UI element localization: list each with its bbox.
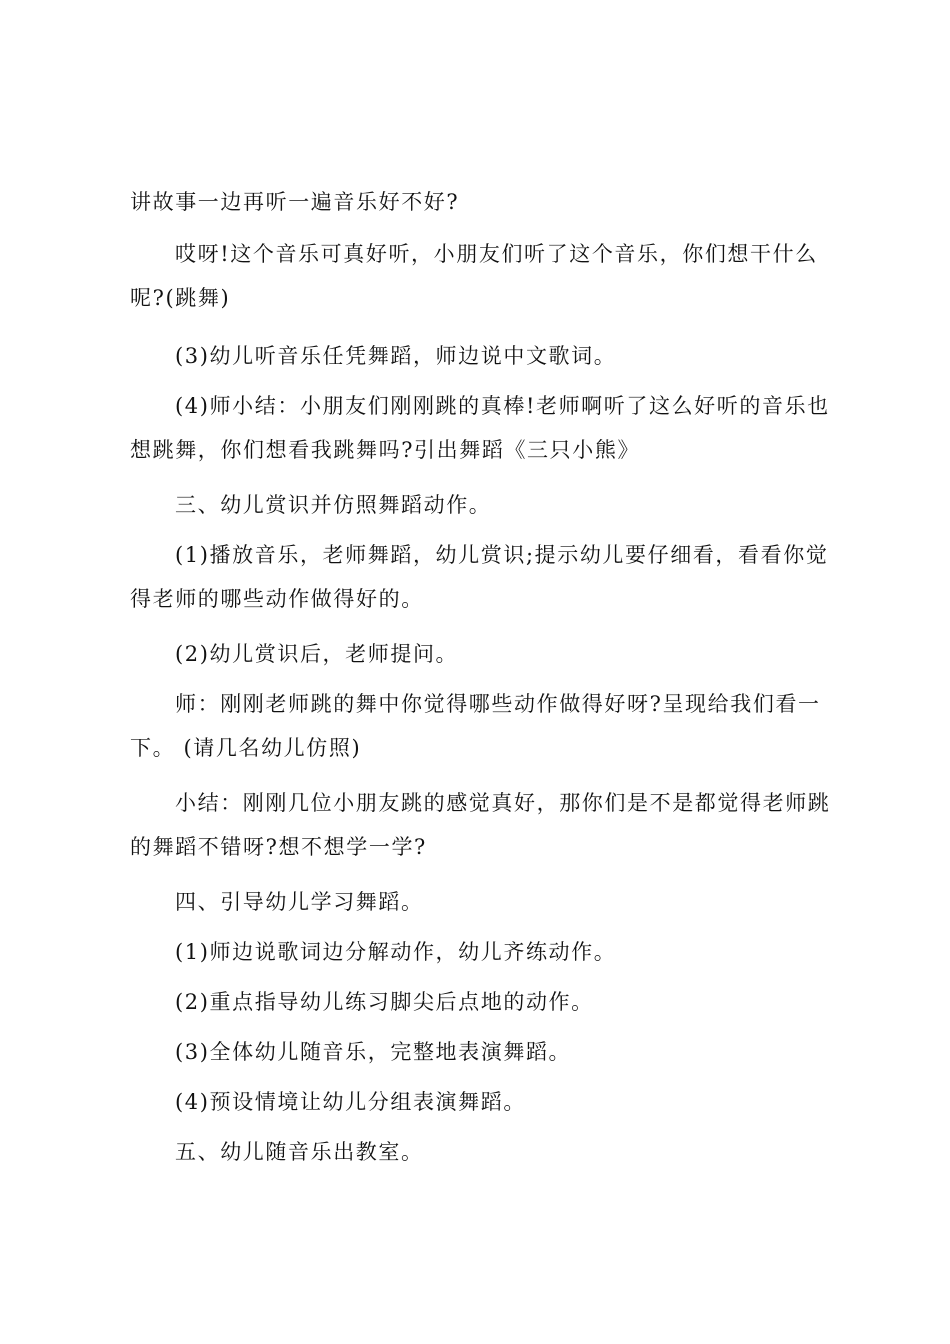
section-5-heading: 五、幼儿随音乐出教室。	[175, 1140, 424, 1164]
paragraph-section-4-step-4: (4)预设情境让幼儿分组表演舞蹈。	[175, 1090, 526, 1114]
paragraph-continuation: 讲故事一边再听一遍音乐好不好?	[130, 190, 460, 214]
paragraph-section-3-step-2: (2)幼儿赏识后，老师提问。	[175, 642, 459, 666]
section-4-heading: 四、引导幼儿学习舞蹈。	[175, 890, 424, 914]
paragraph-section-4-step-2: (2)重点指导幼儿练习脚尖后点地的动作。	[175, 990, 594, 1014]
paragraph-step-4-summary: (4)师小结：小朋友们刚刚跳的真棒!老师啊听了这么好听的音乐也想跳舞，你们想看我跳舞吗?引出舞蹈《三只小熊》	[130, 394, 830, 462]
paragraph-section-4-step-3: (3)全体幼儿随音乐，完整地表演舞蹈。	[175, 1040, 572, 1064]
paragraph-step-3-listen: (3)幼儿听音乐任凭舞蹈，师边说中文歌词。	[175, 344, 617, 368]
paragraph-section-4-step-1: (1)师边说歌词边分解动作，幼儿齐练动作。	[175, 940, 617, 964]
paragraph-music-question: 哎呀!这个音乐可真好听，小朋友们听了这个音乐，你们想干什么呢?(跳舞)	[130, 242, 818, 310]
paragraph-section-3-step-1: (1)播放音乐，老师舞蹈，幼儿赏识;提示幼儿要仔细看，看看你觉得老师的哪些动作做得好的。	[130, 543, 829, 611]
paragraph-summary: 小结：刚刚几位小朋友跳的感觉真好，那你们是不是都觉得老师跳的舞蹈不错呀?想不想学一学?	[130, 791, 831, 859]
section-3-heading: 三、幼儿赏识并仿照舞蹈动作。	[175, 493, 492, 517]
paragraph-teacher-question: 师：刚刚老师跳的舞中你觉得哪些动作做得好呀?呈现给我们看一下。 (请几名幼儿仿照)	[130, 692, 821, 760]
